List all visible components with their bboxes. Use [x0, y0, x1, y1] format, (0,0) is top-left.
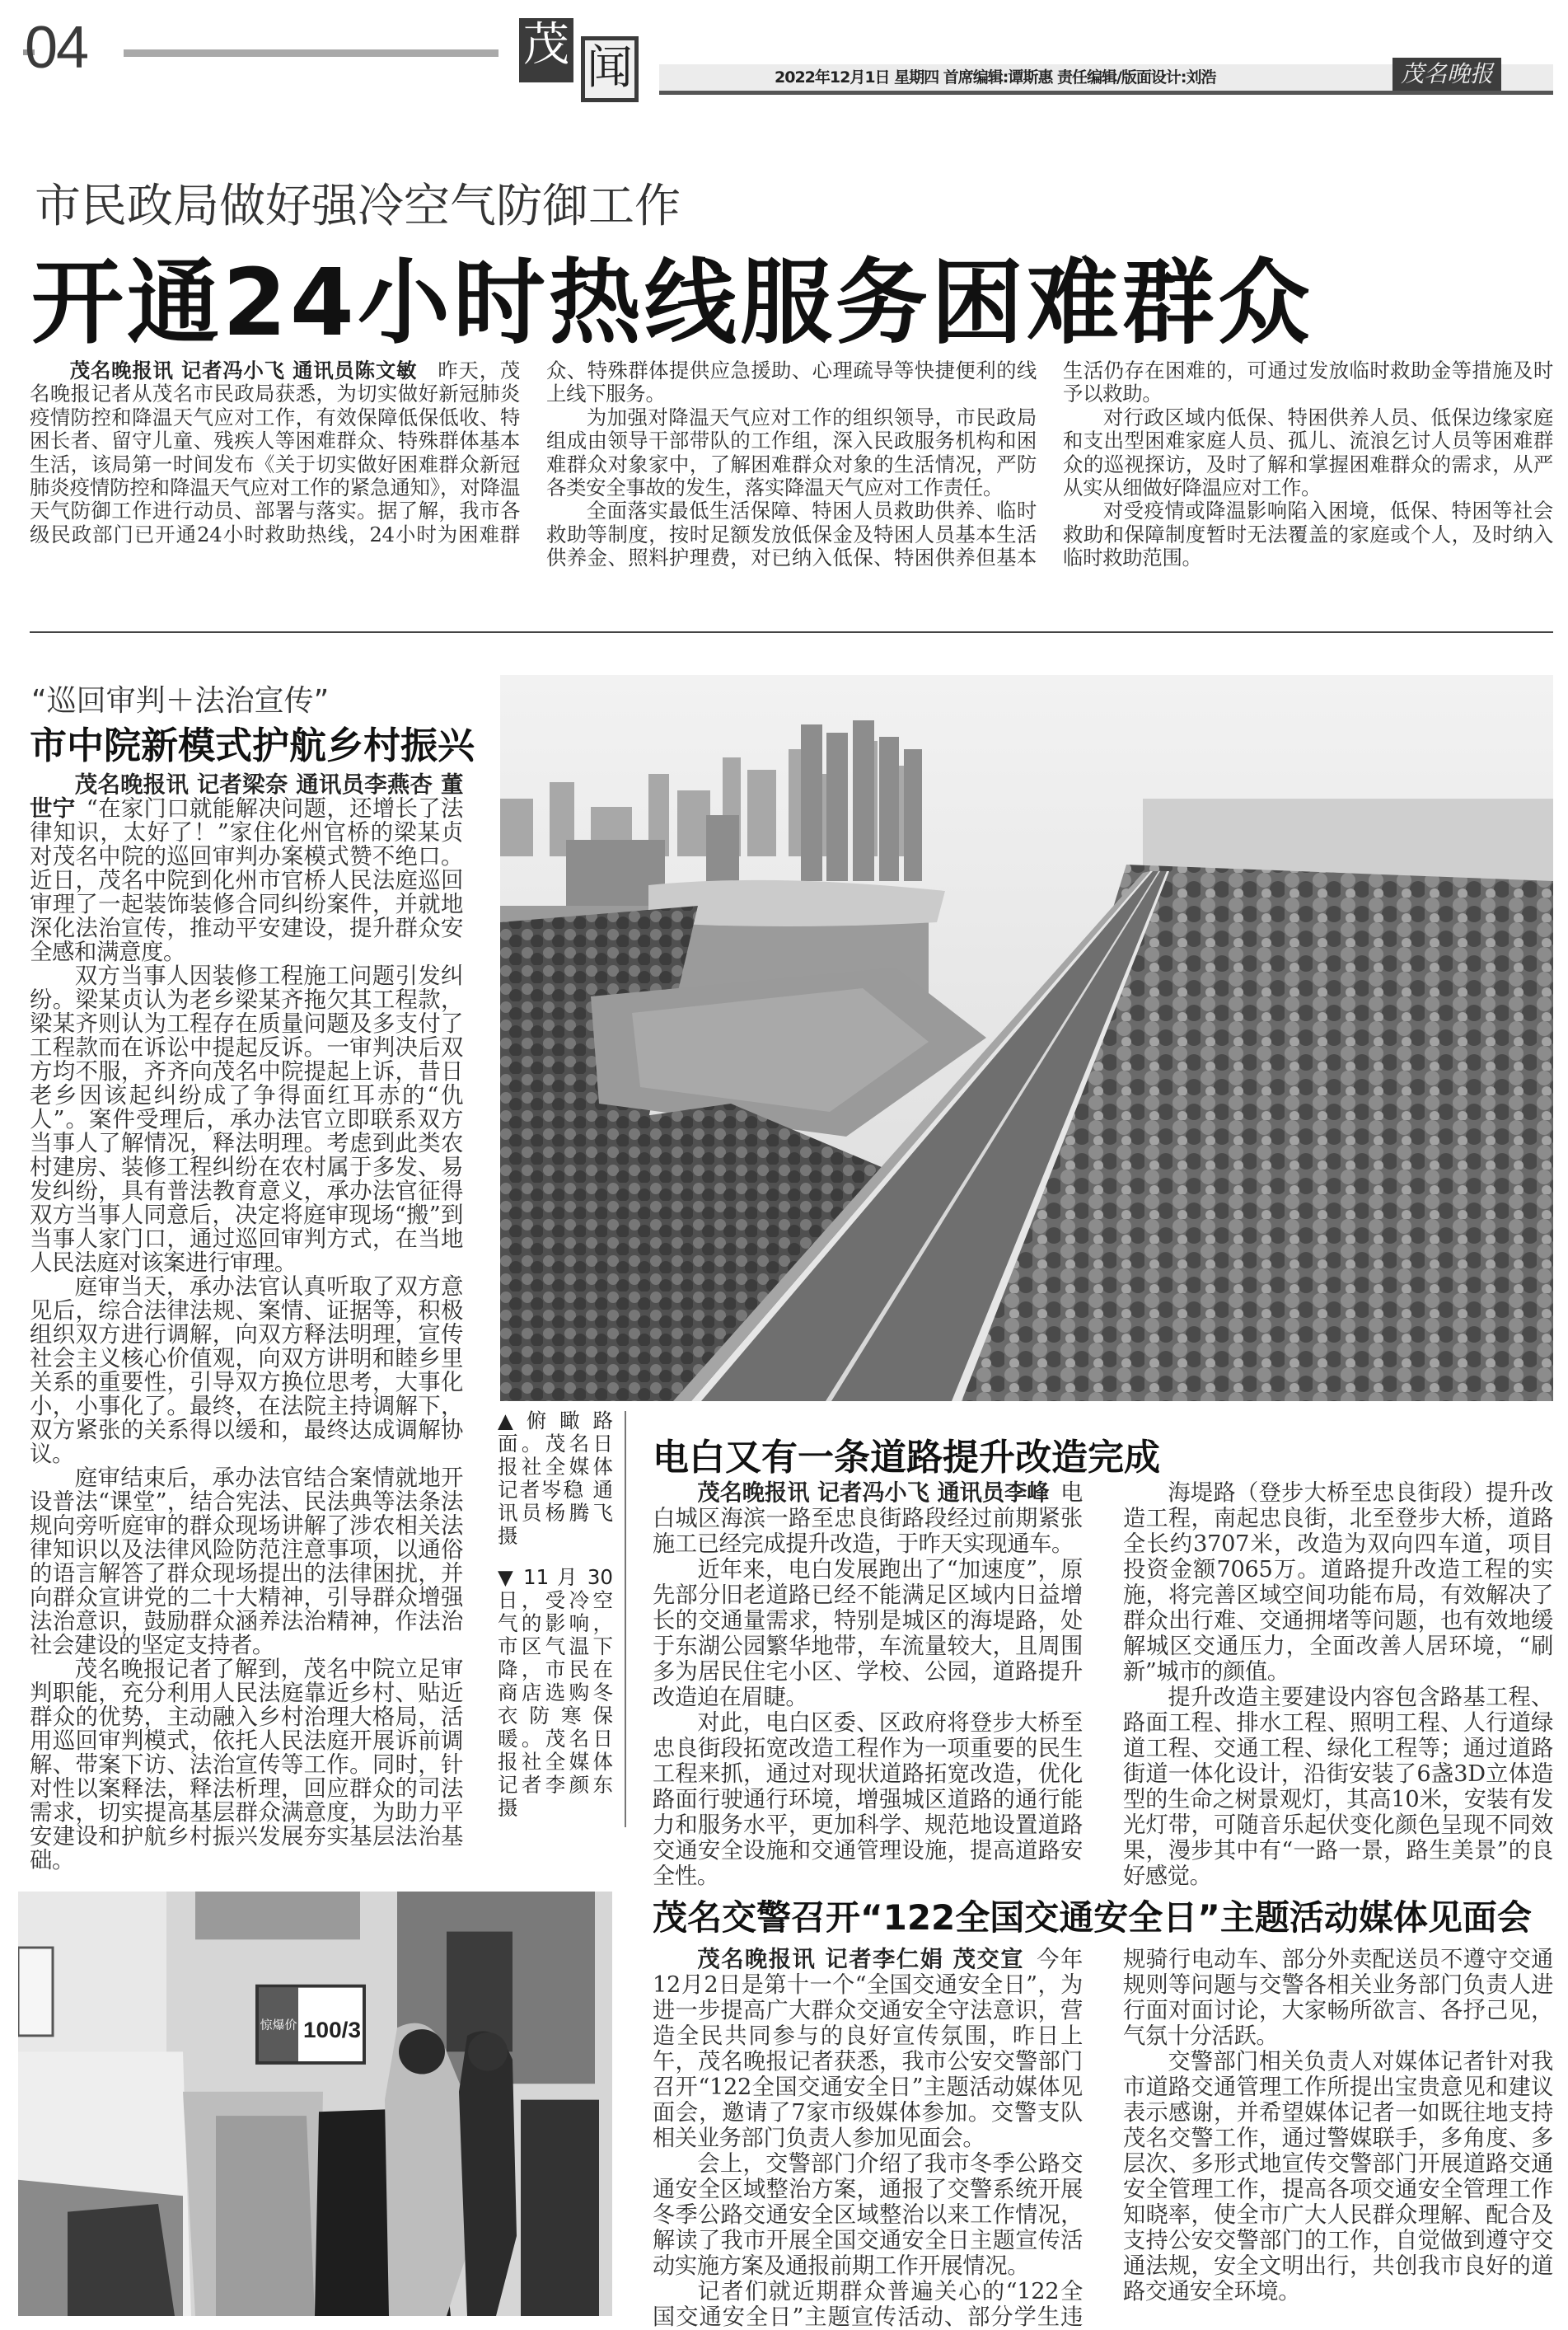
paragraph: 记者们就近期群众普遍关心的“122全国交通安全日”主题宣传活动、部分学生违规骑行电动车、部分外卖配送员不遵守交通规则等问题与交警各相关业务部门负责人进行面对面讨论，大家畅所欲言、各抒己见，气氛十分活跃。 [653, 1947, 1553, 2330]
road-article-column-1 [653, 1480, 1083, 1889]
aerial-road-photo [500, 675, 1553, 1401]
paragraph: 庭审当天，承办法官认真听取了双方意见后，综合法律法规、案情、证据等，积极组织双方进行调解，向双方释法明理，宣传社会主义核心价值观，向双方讲明和睦乡里关系的重要性，引导双方换位思考，大事化小，小事化了。最终，在法院主持调解下，双方紧张的关系得以缓和，最终达成调解协议。 [30, 1274, 463, 1467]
paragraph: 全面落实最低生活保障、特困人员救助供养、临时救助等制度，按时足额发放低保金及特困人员基本生活供养金、照料护理费，对已纳入低保、特困供养但基本生活仍存在困难的，可通过发放临时救助金等措施及时予以救助。 [546, 359, 1553, 570]
paragraph: 对行政区域内低保、特困供养人员、低保边缘家庭和支出型困难家庭人员、孤儿、流浪乞讨人员等困难群众的巡视探访，及时了解和掌握困难群众的需求，从严从实从细做好降温应对工作。 [1063, 405, 1553, 500]
page-number: 04 [25, 15, 88, 81]
road-headline: 电白又有一条道路提升改造完成 [653, 1437, 1160, 1479]
lead-headline: 开通24小时热线服务困难群众 [31, 250, 1313, 357]
section-divider [30, 631, 1553, 633]
section-label-char-1: 茂 [519, 18, 573, 82]
traffic-article-body [653, 1947, 1553, 2330]
byline: 茂名晚报讯 记者李仁娟 茂交宣 [697, 1947, 1025, 1972]
paragraph [30, 773, 463, 964]
court-kicker: “巡回审判＋法治宣传” [31, 684, 330, 718]
dateline: 2022年12月1日 星期四 首席编辑:谭斯惠 责任编辑/版面设计:刘浩 [775, 68, 1216, 87]
paragraph: 庭审结束后，承办法官结合案情就地开设普法“课堂”，结合宪法、民法典等法条法规向旁听庭审的群众现场讲解了涉农相关法律知识以及法律风险防范注意事项，以通俗的语言解答了群众现场提出的法律困扰，并向群众宣讲党的二十大精神，引导群众增强法治意识，鼓励群众涵养法治精神，作法治社会建设的坚定支持者。 [30, 1465, 463, 1658]
paragraph: 海堤路（登步大桥至忠良街段）提升改造工程，南起忠良街，北至登步大桥，道路全长约3707米，改造为双向四车道，项目投资金额7065万。道路提升改造工程的实施，将完善区域空间功能布局，有效解决了群众出行难、交通拥堵等问题，也有效地缓解城区交通压力，全面改善人居环境，“刷新”城市的颜值。 [1123, 1480, 1553, 1685]
paragraph: 近年来，电白发展跑出了“加速度”，原先部分旧老道路已经不能满足区域内日益增长的交通量需求，特别是城区的海堤路，处于东湖公园繁华地带，车流量较大，且周围多为居民住宅小区、学校、公园，道路提升改造迫在眉睫。 [653, 1557, 1083, 1710]
photo-caption-shop: ▼ 11 月 30 日，受冷空气的影响，市区气温下降，市民在商店选购冬衣防寒保暖。茂名日报社全媒体记者李颜东 摄 [498, 1565, 613, 1820]
sign-price: 100/3 [302, 2017, 362, 2042]
byline: 茂名晚报讯 记者冯小飞 通讯员李峰 [697, 1480, 1050, 1506]
paragraph-text: 电白城区海滨一路至忠良街路段经过前期紧张施工已经完成提升改造，于昨天实现通车。 [653, 1480, 1083, 1557]
paragraph-text: 今年12月2日是第十一个“全国交通安全日”，为进一步提高广大群众交通安全守法意识，营造全民共同参与的良好宣传氛围，昨日上午，茂名晚报记者获悉，我市公安交警部门召开“122全国交通安全日”主题活动媒体见面会，邀请了7家市级媒体参加。交警支队相关业务部门负责人参加见面会。 [653, 1947, 1083, 2151]
paragraph: 对受疫情或降温影响陷入困境，低保、特困等社会救助和保障制度暂时无法覆盖的家庭或个人，及时纳入临时救助范围。 [1063, 499, 1553, 570]
header-rule [124, 49, 498, 57]
byline: 茂名晚报讯 记者冯小飞 通讯员陈文敏 [69, 359, 418, 382]
lead-article-body [30, 359, 1553, 570]
sign-label: 惊爆价 [260, 2018, 297, 2033]
section-label-char-2: 闻 [581, 36, 639, 102]
court-article-body [30, 773, 463, 1873]
paragraph: 双方当事人因装修工程施工问题引发纠纷。梁某贞认为老乡梁某齐拖欠其工程款，梁某齐则认为工程存在质量问题及多支付了工程款而在诉讼中提起反诉。一审判决后双方均不服，齐齐向茂名中院提起上诉，昔日老乡因该起纠纷成了争得面红耳赤的“仇人”。案件受理后，承办法官立即联系双方当事人了解情况，释法明理。考虑到此类农村建房、装修工程纠纷在农村属于多发、易发纠纷，具有普法教育意义，承办法官征得双方当事人同意后，决定将庭审现场“搬”到当事人家门口，通过巡回审判方式，在当地人民法庭对该案进行审理。 [30, 963, 463, 1276]
paragraph: 对此，电白区委、区政府将登步大桥至忠良街段拓宽改造工程作为一项重要的民生工程来抓，通过对现状道路拓宽改造，优化路面行驶通行环境，增强城区道路的通行能力和服务水平，更加科学、规范地设置道路交通安全设施和交通管理设施，提高道路安全性。 [653, 1710, 1083, 1889]
byline: 茂名晚报讯 记者梁奈 通讯员李燕杏 董世宁 [30, 772, 463, 822]
paragraph: 提升改造主要建设内容包含路基工程、路面工程、排水工程、照明工程、人行道绿道工程、交通工程、绿化工程等；通过道路街道一体化设计，沿街安装了6盏3D立体造型的生命之树景观灯，其高10米，安装有发光灯带，可随音乐起伏变化颜色呈现不同效果，漫步其中有“一路一景，路生美景”的良好感觉。 [1123, 1685, 1553, 1889]
clothing-shop-photo [18, 1892, 612, 2316]
paragraph: 交警部门相关负责人对媒体记者针对我市道路交通管理工作所提出宝贵意见和建议表示感谢，并希望媒体记者一如既往地支持茂名交警工作，通过警媒联手，多角度、多层次、多形式地宣传交警部门开展道路交通安全管理工作，提高各项交通安全管理工作知晓率，使全市广大人民群众理解、配合及支持公安交警部门的工作，自觉做到遵守交通法规，安全文明出行，共创我市良好的道路交通安全环境。 [1123, 2049, 1553, 2304]
paragraph-text: 昨天，茂名晚报记者从茂名市民政局获悉，为切实做好新冠肺炎疫情防控和降温天气应对工作，有效保障低保低收、特困长者、留守儿童、残疾人等困难群众、特殊群体基本生活，该局第一时间发布《关于切实做好困难群众新冠肺炎疫情防控和降温天气应对工作的紧急通知》，对降温天气防御工作进行动员、部署与落实。据了解，我市各级民政部门已开通24小时救助热线，24小时为困难群众、特殊群体提供应急援助、心理疏导等快捷便利的线上线下服务。 [30, 359, 1037, 546]
paragraph-text: “在家门口就能解决问题，还增长了法律知识，太好了！”家住化州官桥的梁某贞对茂名中院的巡回审判办案模式赞不绝口。近日，茂名中院到化州市官桥人民法庭巡回审理了一起装饰装修合同纠纷案件，并就地深化法治宣传，推动平安建设，提升群众安全感和满意度。 [30, 796, 463, 965]
court-headline: 市中院新模式护航乡村振兴 [30, 724, 475, 767]
road-article-column-2 [1123, 1480, 1553, 1889]
paragraph: 会上，交警部门介绍了我市冬季公路交通安全区域整治方案，通报了交警系统开展冬季公路交通安全区域整治以来工作情况，解读了我市开展全国交通安全日主题宣传活动实施方案及通报前期工作开展情况。 [653, 2151, 1083, 2279]
lead-kicker: 市民政局做好强冷空气防御工作 [35, 180, 681, 233]
traffic-headline: 茂名交警召开“122全国交通安全日”主题活动媒体见面会 [653, 1897, 1532, 1938]
column-divider [625, 1411, 626, 1827]
paragraph [653, 1480, 1083, 1557]
paragraph: 茂名晚报记者了解到，茂名中院立足审判职能，充分利用人民法庭靠近乡村、贴近群众的优势，主动融入乡村治理大格局，活用巡回审判模式，依托人民法庭开展诉前调解、带案下访、法治宣传等工作。同时，针对性以案释法，释法析理，回应群众的司法需求，切实提高基层群众满意度，为助力平安建设和护航乡村振兴发展夯实基层法治基础。 [30, 1657, 463, 1873]
paragraph [653, 1947, 1083, 2151]
newspaper-logo: 茂名晚报 [1392, 58, 1501, 91]
photo-caption-aerial: ▲俯瞰路面。茂名日报社全媒体记者岑稳 通讯员杨腾飞 摄 [498, 1409, 613, 1548]
paragraph: 为加强对降温天气应对工作的组织领导，市民政局组成由领导干部带队的工作组，深入民政服务机构和困难群众对象家中，了解困难群众对象的生活情况，严防各类安全事故的发生，落实降温天气应对工作责任。 [546, 405, 1037, 500]
